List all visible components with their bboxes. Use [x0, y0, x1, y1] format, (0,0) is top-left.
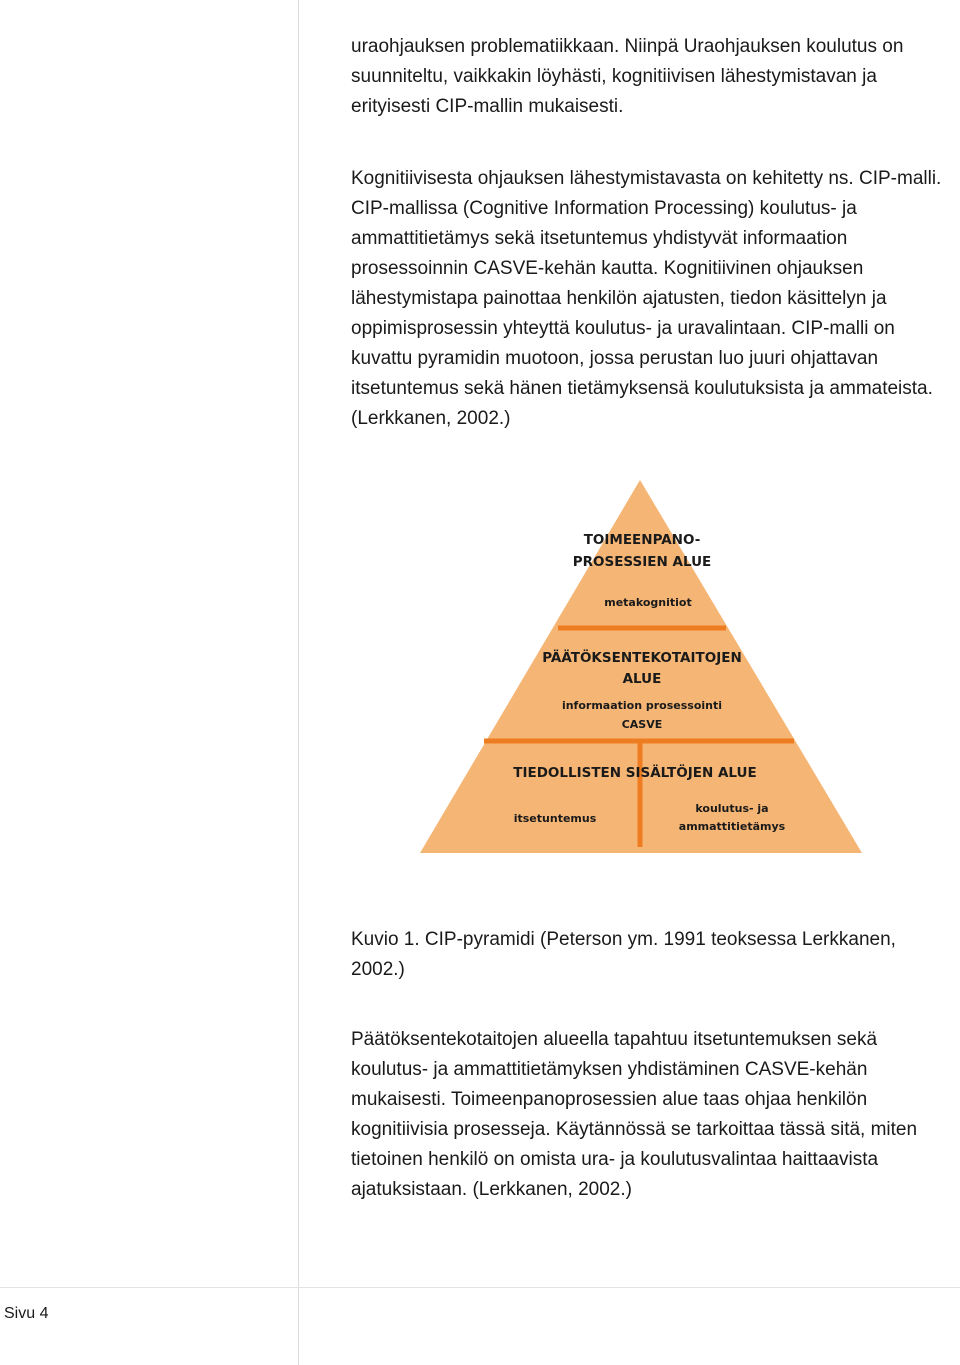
- text-line: Päätöksentekotaitojen alueella tapahtuu itsetuntemuksen sekä: [351, 1029, 878, 1050]
- text-line: tietoinen henkilö on omista ura- ja koulutusvalintaa haittaavista: [351, 1149, 879, 1170]
- text-line: CIP-mallissa (Cognitive Information Processing) koulutus- ja: [351, 198, 857, 219]
- intro-paragraph: [351, 32, 931, 122]
- decision-paragraph: [351, 1025, 931, 1205]
- middle-zone-title-1: PÄÄTÖKSENTEKOTAITOJEN: [542, 650, 742, 666]
- text-line: (Lerkkanen, 2002.): [351, 408, 511, 429]
- text-line: lähestymistapa painottaa henkilön ajatusten, tiedon käsittelyn ja: [351, 288, 887, 309]
- text-line: prosessoinnin CASVE-kehän kautta. Kognitiivinen ohjauksen: [351, 258, 864, 279]
- text-line: ajatuksistaan. (Lerkkanen, 2002.): [351, 1179, 632, 1200]
- top-zone-title-2: PROSESSIEN ALUE: [572, 554, 712, 570]
- text-line: erityisesti CIP-mallin mukaisesti.: [351, 96, 624, 117]
- page-number: Sivu 4: [4, 1305, 49, 1322]
- text-line: kuvattu pyramidin muotoon, jossa perustan luo juuri ohjattavan: [351, 348, 879, 369]
- text-line: mukaisesti. Toimeenpanoprosessien alue taas ohjaa henkilön: [351, 1089, 868, 1110]
- caption-line: Kuvio 1. CIP-pyramidi (Peterson ym. 1991 teoksessa Lerkkanen,: [351, 929, 896, 950]
- top-zone-title-1: TOIMEENPANO-: [583, 532, 701, 548]
- left-margin-rule: [298, 0, 299, 1365]
- text-line: uraohjauksen problematiikkaan. Niinpä Uraohjauksen koulutus on: [351, 36, 904, 57]
- text-line: Kognitiivisesta ohjauksen lähestymistavasta on kehitetty ns. CIP-malli.: [351, 168, 942, 189]
- text-line: itsetuntemus sekä hänen tietämyksensä koulutuksista ja ammateista.: [351, 378, 933, 399]
- text-line: ammattitietämys sekä itsetuntemus yhdistyvät informaation: [351, 228, 848, 249]
- text-line: suunniteltu, vaikkakin löyhästi, kognitiivisen lähestymistavan ja: [351, 66, 877, 87]
- bottom-zone-left-label: itsetuntemus: [513, 812, 597, 825]
- cip-paragraph: [351, 164, 942, 434]
- bottom-zone-title: TIEDOLLISTEN SISÄLTÖJEN ALUE: [513, 765, 757, 781]
- figure-caption: [351, 925, 931, 985]
- middle-zone-subtitle-1: informaation prosessointi: [561, 699, 723, 712]
- footer-rule: [0, 1287, 960, 1288]
- text-line: oppimisprosessin yhteyttä koulutus- ja uravalintaan. CIP-malli on: [351, 318, 895, 339]
- text-line: kognitiivisia prosesseja. Käytännössä se tarkoittaa tässä sitä, miten: [351, 1119, 918, 1140]
- caption-line: 2002.): [351, 959, 405, 980]
- text-line: koulutus- ja ammattitietämyksen yhdistäminen CASVE-kehän: [351, 1059, 868, 1080]
- middle-zone-title-2: ALUE: [622, 671, 662, 687]
- middle-zone-subtitle-2: CASVE: [621, 718, 663, 731]
- bottom-zone-right-label-2: ammattitietämys: [678, 820, 786, 833]
- top-zone-subtitle: metakognitiot: [604, 596, 692, 609]
- cip-pyramid-diagram: [410, 475, 880, 865]
- bottom-zone-right-label-1: koulutus- ja: [695, 802, 769, 815]
